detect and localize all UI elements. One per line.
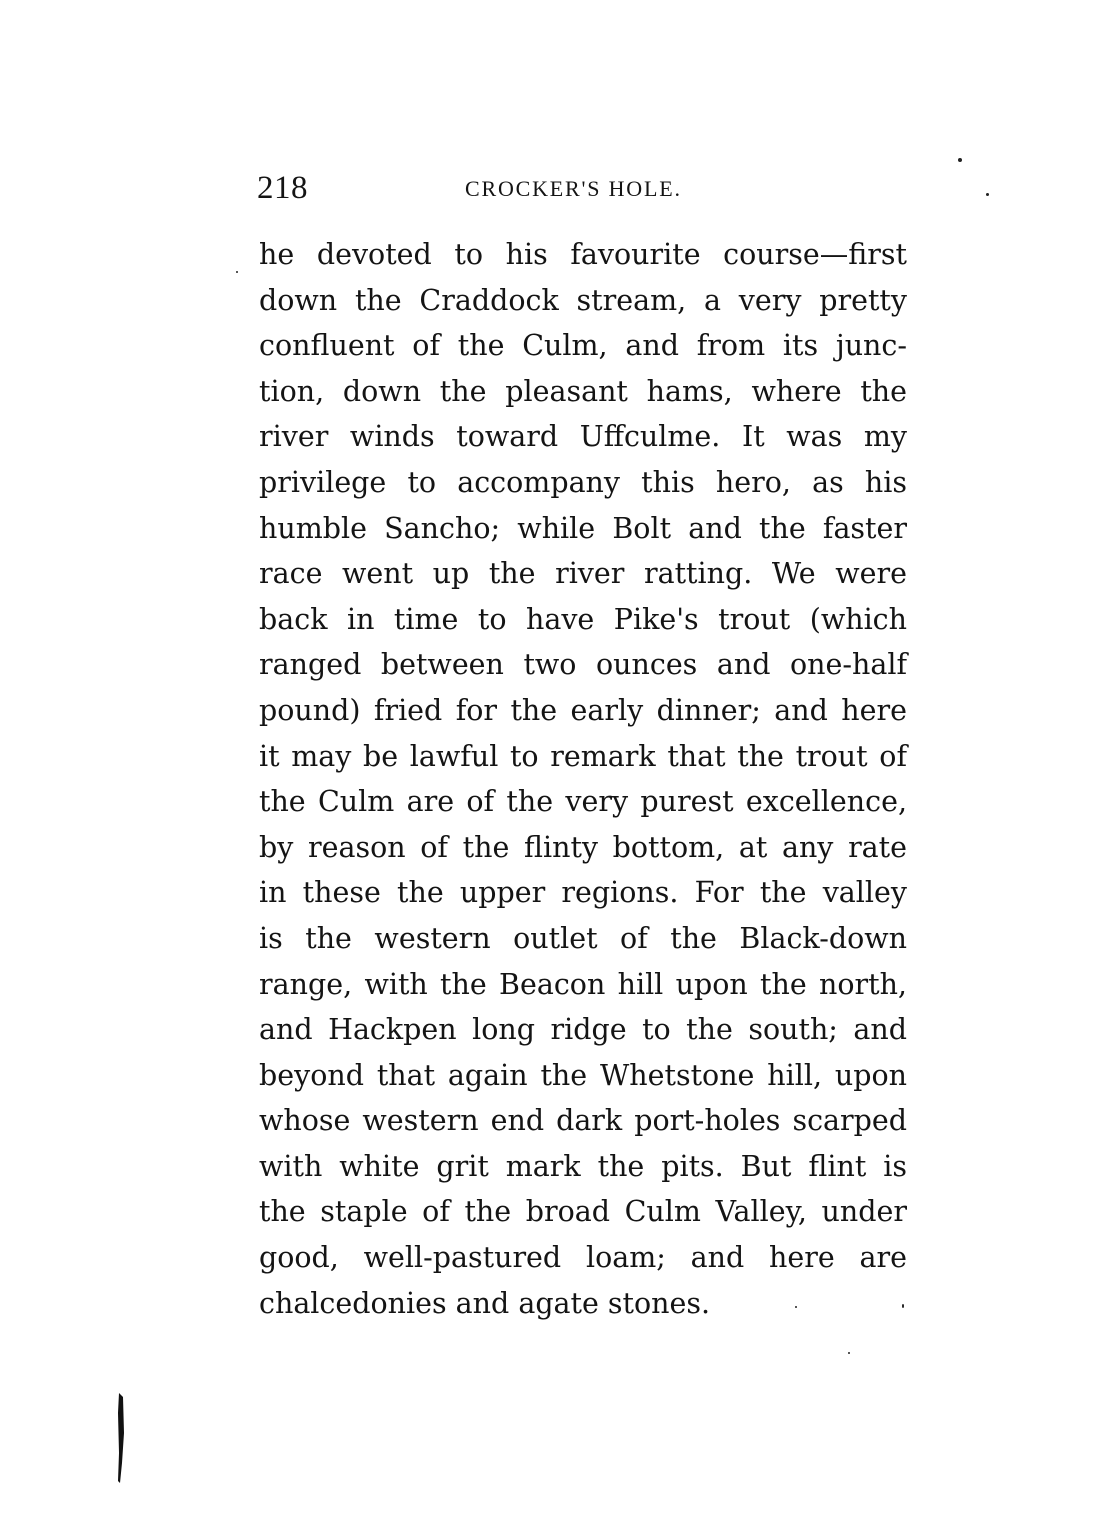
scan-speck bbox=[848, 1352, 850, 1354]
scan-speck bbox=[795, 1306, 797, 1308]
text-line: whose western end dark port-holes scarped bbox=[259, 1104, 907, 1138]
text-line: tion, down the pleasant hams, where the bbox=[259, 374, 907, 408]
text-line: down the Craddock stream, a very pretty bbox=[259, 283, 907, 317]
text-line: privilege to accompany this hero, as his bbox=[259, 465, 907, 499]
text-line: is the western outlet of the Black-down bbox=[259, 921, 907, 955]
page-number: 218 bbox=[257, 170, 308, 206]
text-line: humble Sancho; while Bolt and the faster bbox=[259, 511, 907, 545]
text-line: race went up the river ratting. We were bbox=[259, 557, 907, 591]
text-line: he devoted to his favourite course—first bbox=[259, 238, 907, 271]
scan-speck bbox=[236, 271, 238, 273]
scan-edge-mark bbox=[116, 1393, 126, 1483]
running-head bbox=[257, 168, 717, 208]
text-line: by reason of the flinty bottom, at any rate bbox=[259, 830, 907, 864]
scan-speck bbox=[902, 1304, 904, 1308]
text-line: chalcedonies and agate stones. bbox=[259, 1286, 711, 1320]
text-line: beyond that again the Whetstone hill, upon bbox=[259, 1058, 907, 1092]
text-line: the staple of the broad Culm Valley, under bbox=[259, 1195, 907, 1229]
text-line: back in time to have Pike's trout (which bbox=[259, 602, 907, 636]
text-line: it may be lawful to remark that the trout of bbox=[259, 739, 907, 773]
text-line: and Hackpen long ridge to the south; and bbox=[259, 1013, 907, 1047]
text-line: ranged between two ounces and one-half bbox=[259, 648, 907, 682]
text-line: pound) fried for the early dinner; and here bbox=[259, 693, 907, 727]
text-line: range, with the Beacon hill upon the north, bbox=[259, 967, 907, 1001]
text-line: river winds toward Uffculme. It was my bbox=[259, 420, 907, 454]
text-line: the Culm are of the very purest excellence, bbox=[259, 785, 907, 819]
scan-speck bbox=[958, 158, 962, 162]
text-line: with white grit mark the pits. But flint is bbox=[259, 1149, 907, 1183]
body-text bbox=[259, 232, 907, 1326]
scan-speck bbox=[986, 193, 989, 196]
running-title: CROCKER'S HOLE. bbox=[465, 176, 682, 201]
text-line: confluent of the Culm, and from its junc- bbox=[259, 329, 907, 363]
text-line: good, well-pastured loam; and here are bbox=[259, 1241, 907, 1275]
text-line: in these the upper regions. For the valley bbox=[259, 876, 907, 910]
